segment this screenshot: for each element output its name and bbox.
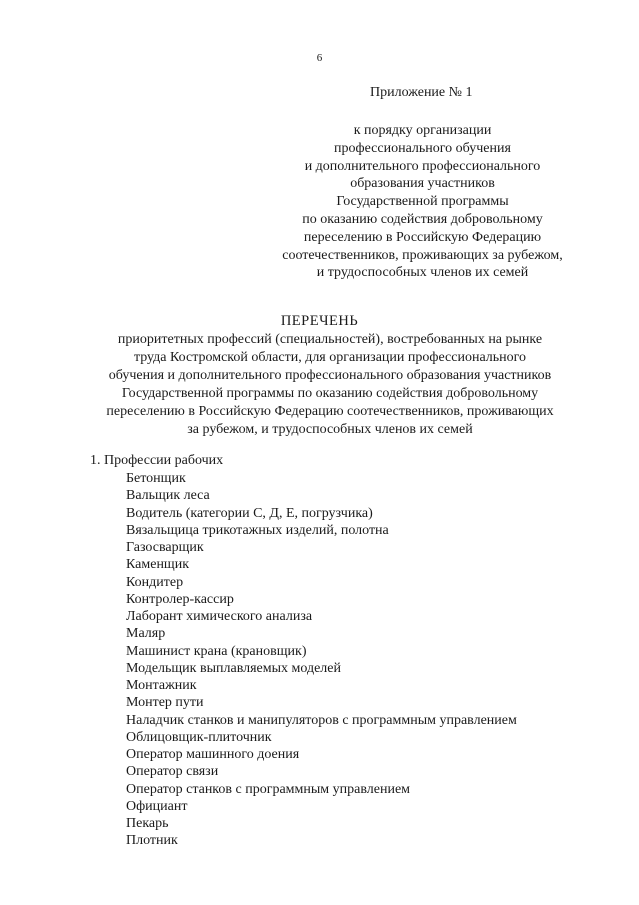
profession-item: Оператор связи bbox=[126, 764, 219, 780]
profession-item: Газосварщик bbox=[126, 540, 204, 555]
profession-item: Кондитер bbox=[126, 574, 184, 590]
profession-item: Каменщик bbox=[126, 557, 190, 573]
appendix-title: Приложение № 1 bbox=[370, 85, 473, 100]
profession-item: Облицовщик-плиточник bbox=[126, 729, 272, 745]
subtitle-line: за рубежом, и трудоспособных членов их семей bbox=[187, 421, 473, 437]
profession-item: Водитель (категории С, Д, Е, погрузчика) bbox=[126, 505, 373, 521]
subtitle-line: приоритетных профессий (специальностей), востребованных на рынке bbox=[117, 332, 543, 347]
profession-item: Официант bbox=[126, 798, 188, 814]
profession-item: Оператор машинного доения bbox=[126, 747, 300, 762]
profession-item: Машинист крана (крановщик) bbox=[126, 643, 307, 659]
profession-list bbox=[126, 470, 517, 850]
appendix-reference bbox=[260, 122, 585, 282]
document-title: ПЕРЕЧЕНЬ bbox=[280, 313, 359, 329]
profession-item: Вальщик леса bbox=[126, 488, 210, 504]
profession-item: Монтажник bbox=[126, 678, 197, 693]
appendix-line: образования участников bbox=[350, 176, 495, 192]
profession-item: Контролер-кассир bbox=[126, 591, 234, 607]
subtitle-line: обучения и дополнительного профессионального образования участников bbox=[108, 367, 552, 383]
document-subtitle bbox=[70, 331, 590, 438]
appendix-line: к порядку организации bbox=[353, 123, 492, 138]
subtitle-line: переселению в Российскую Федерацию соотечественников, проживающих bbox=[106, 403, 554, 419]
page-number: 6 bbox=[316, 52, 323, 64]
profession-item: Пекарь bbox=[126, 816, 169, 831]
appendix-line: переселению в Российскую Федерацию bbox=[303, 229, 542, 245]
profession-item: Плотник bbox=[126, 833, 178, 849]
appendix-line: и дополнительного профессионального bbox=[304, 158, 541, 174]
appendix-line: Государственной программы bbox=[336, 194, 509, 210]
profession-item: Маляр bbox=[126, 626, 166, 642]
appendix-line: профессионального обучения bbox=[334, 140, 511, 156]
appendix-line: соотечественников, проживающих за рубежом, bbox=[282, 247, 563, 263]
profession-item: Монтер пути bbox=[126, 695, 204, 711]
appendix-line: и трудоспособных членов их семей bbox=[316, 265, 529, 281]
appendix-line: по оказанию содействия добровольному bbox=[302, 211, 543, 227]
subtitle-line: труда Костромской области, для организации профессионального bbox=[133, 349, 527, 365]
subtitle-line: Государственной программы по оказанию содействия добровольному bbox=[121, 385, 539, 401]
profession-item: Наладчик станков и манипуляторов с программным управлением bbox=[126, 712, 517, 728]
profession-item: Модельщик выплавляемых моделей bbox=[126, 660, 342, 676]
section-heading: 1. Профессии рабочих bbox=[90, 453, 224, 468]
profession-item: Вязальщица трикотажных изделий, полотна bbox=[126, 522, 389, 538]
profession-item: Бетонщик bbox=[126, 471, 186, 486]
profession-item: Лаборант химического анализа bbox=[126, 609, 313, 624]
profession-item: Оператор станков с программным управлением bbox=[126, 781, 411, 797]
